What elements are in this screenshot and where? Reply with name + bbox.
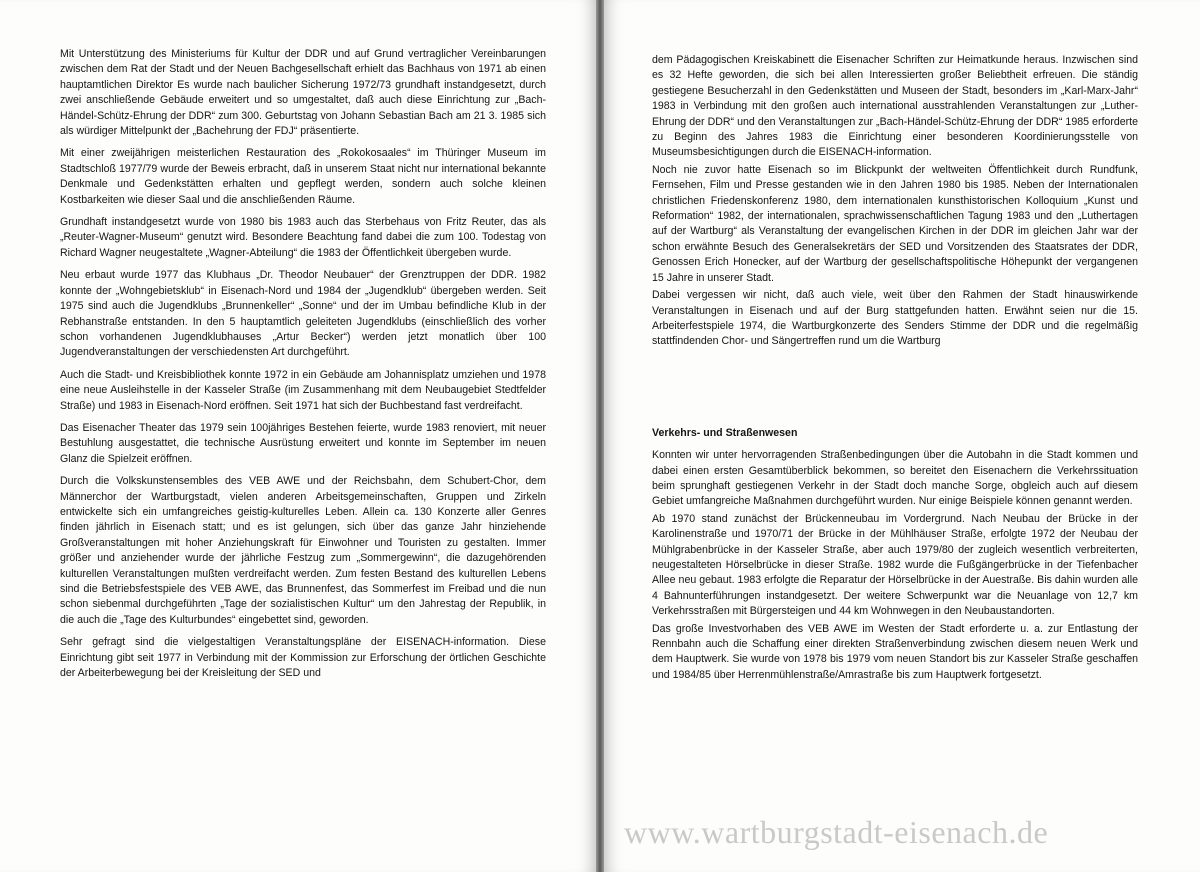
paragraph: Das große Investvorhaben des VEB AWE im Westen der Stadt erforderte u. a. zur Entlastung der Rennbahn auch die Schaffung einer direkten Straßenverbindung zwischen diesem neuen Werk und dem Hauptwerk. Sie wurde von 1978 bis 1979 vom neuen Standort bis zur Kasseler Straße geschaffen und 1984/85 über Herrenmühlenstraße/Amrastraße bis zum Hauptwerk fortgesetzt. [652,622,1138,681]
paragraph: Grundhaft instandgesetzt wurde von 1980 bis 1983 auch das Sterbehaus von Fritz Reuter, das als „Reuter-Wagner-Museum“ genutzt wird. Besondere Beachtung fand dabei die zum 100. Todestag von Richard Wagner neugestaltete „Wagner-Abteilung“ die 1983 der Öffentlichkeit übergeben wurde. [60,216,546,259]
book-gutter [596,0,604,872]
paragraph: Neu erbaut wurde 1977 das Klubhaus „Dr. Theodor Neubauer“ der Grenztruppen der DDR. 1982 konnte der „Wohngebietsklub“ in Eisenach-Nord und 1984 der „Jugendklub“ übergeben werden. Seit 1975 sind auch die Jugendklubs „Brunnenkeller“ „Sonne“ und der im Umbau befindliche Klub in der Rebhanstraße entstanden. In den 5 hauptamtlich geleiteten Jugendklubs (einschließlich des vorher schon vorhandenen Jugendklubhauses „Artur Becker“) werden jetzt monatlich über 100 Jugendveranstaltungen der verschiedensten Art durchgeführt. [60,269,546,359]
paragraph: Sehr gefragt sind die vielgestaltigen Veranstaltungspläne der EISENACH-information. Diese Einrichtung gibt seit 1977 in Verbindung mit der Kommission zur Erforschung der örtlichen Geschichte der Arbeiterbewegung bei der Kreisleitung der SED und [60,636,546,680]
paragraph: Das Eisenacher Theater das 1979 sein 100jähriges Bestehen feierte, wurde 1983 renoviert, mit neuer Bestuhlung ausgestattet, die technische Ausrüstung erweitert und konnte im September im neuen Glanz die Spielzeit eröffnen. [60,421,546,465]
section-spacer [652,352,1138,426]
watermark: www.wartburgstadt-eisenach.de [624,814,1049,850]
paragraph: Ab 1970 stand zunächst der Brückenneubau im Vordergrund. Nach Neubau der Brücke in der Karolinenstraße und 1970/71 der Brücke in der Mühlhäuser Straße, erfolgte 1972 der Neubau der Mühlgrabenbrücke in der Kasseler Straße, aber auch 1979/80 der zugleich wesentlich verbreiterten, neugestalteten Hörselbrücke in dieser Straße. 1982 wurde die Fußgängerbrücke in der Tiefenbacher Allee neu gebaut. 1983 erfolgte die Reparatur der Hörselbrücke in der Auestraße. Bis dahin wurden alle 4 Bahnunterführungen instandgesetzt. Der weitere Schwerpunkt war die Neuanlage von 12,7 km Verkehrsstraßen mit Bürgersteigen und 44 km Wohnwegen in den Neubaustandorten. [652,512,1138,618]
paragraph: dem Pädagogischen Kreiskabinett die Eisenacher Schriften zur Heimatkunde heraus. Inzwischen sind es 32 Hefte geworden, die sich bei allen Interessierten großer Beliebtheit erfreuen. Die ständig gestiegene Besucherzahl in den Gedenkstätten und Museen der Stadt, besonders im „Karl-Marx-Jahr“ 1983 in Verbindung mit den großen auch international ausstrahlenden Veranstaltungen zur „Luther-Ehrung der DDR“ und den Veranstaltungen zur „Bach-Händel-Schütz-Ehrung der DDR“ 1985 erforderte zu Beginn des Jahres 1983 die Einrichtung einer besonderen Koordinierungsstelle von Museumsbesichtigungen durch die EISENACH-information. [652,54,1138,159]
paragraph: Mit einer zweijährigen meisterlichen Restauration des „Rokokosaales“ im Thüringer Museum im Stadtschloß 1977/79 wurde der Beweis erbracht, daß in unserem Staat nicht nur international bekannte Denkmale und Gedenkstätten erhalten und gepflegt werden, sondern auch solche kleinen Kostbarkeiten wie dieser Saal und die anschließenden Räume. [60,147,546,206]
section-heading: Verkehrs- und Straßenwesen [652,426,798,439]
paragraph: Durch die Volkskunstensembles des VEB AWE und der Reichsbahn, dem Schubert-Chor, dem Männerchor der Wartburgstadt, vielen anderen Arbeitsgemeinschaften, Gruppen und Zirkeln entwickelte sich ein umfangreiches geistig-kulturelles Leben. Allein ca. 130 Konzerte aller Genres finden jährlich in Eisenach statt; und es ist gelungen, sich über das ganze Jahr hinziehende Großveranstaltungen mit hoher Anziehungskraft für Einwohner und Touristen zu gestalten. Immer größer und anziehender wurde der jährliche Festzug zum „Sommergewinn“, die dazugehörenden kulturellen Veranstaltungen mußten verdreifacht werden. Zum festen Bestand des kulturellen Lebens sind die Betriebsfestspiele des VEB AWE, das Brunnenfest, das Sommerfest im Freibad und die nun schon siebenmal durchgeführten „Tage der sozialistischen Kultur“ um den Jahrestag der Republik, in die auch die „Tage des Kulturbundes“ eingebettet sind, geworden. [60,475,546,626]
paragraph: Konnten wir unter hervorragenden Straßenbedingungen über die Autobahn in die Stadt kommen und dabei einen ersten Gesamtüberblick bekommen, so bereitet den Eisenachern die Verkehrssituation beim sprunghaft gestiegenen Verkehr in der Stadt doch manche Sorge, obgleich auch auf diesem Gebiet umfangreiche Maßnahmen durchgeführt wurden. Nur einige Beispiele können genannt werden. [652,449,1138,508]
right-page [604,0,1200,872]
paragraph: Dabei vergessen wir nicht, daß auch viele, weit über den Rahmen der Stadt hinauswirkende Veranstaltungen in Eisenach und auf der Burg stattgefunden hatten. Erwähnt seien nur die 15. Arbeiterfestspiele 1974, die Wartburgkonzerte des Senders Stimme der DDR und die regelmäßig stattfindenden Chor- und Sängertreffen rund um die Wartburg [652,289,1138,348]
left-page [0,0,596,872]
paragraph: Mit Unterstützung des Ministeriums für Kultur der DDR und auf Grund vertraglicher Vereinbarungen zwischen dem Rat der Stadt und der Neuen Bachgesellschaft erhielt das Bachhaus von 1971 ab einen hauptamtlichen Direktor Es wurde nach baulicher Sicherung 1972/73 grundhaft instandgesetzt, durch zwei anschließende Gebäude erweitert und so umgestaltet, daß auch diese Einrichtung zur „Bach-Händel-Schütz-Ehrung der DDR“ zum 300. Geburtstag von Johann Sebastian Bach am 21 3. 1985 sich als würdiger Mittelpunkt der „Bachehrung der FDJ“ präsentierte. [60,48,546,138]
left-text-column [60,47,546,688]
paragraph: Auch die Stadt- und Kreisbibliothek konnte 1972 in ein Gebäude am Johannisplatz umziehen und 1978 eine neue Ausleihstelle in der Kasseler Straße (im Zusammenhang mit dem Neubaugebiet Stedtfelder Straße) und 1983 in Eisenach-Nord eröffnen. Seit 1971 hat sich der Buchbestand fast verdreifacht. [60,368,546,412]
right-text-column [652,53,1138,685]
paragraph: Noch nie zuvor hatte Eisenach so im Blickpunkt der weltweiten Öffentlichkeit durch Rundfunk, Fernsehen, Film und Presse gestanden wie in den Jahren 1980 bis 1985. Neben der Internationalen christlichen Friedenskonferenz 1980, dem internationalen kunsthistorischen Kolloquium „Kunst und Reformation“ 1982, der internationalen, sprachwissenschaftlichen Tagung 1983 und den „Luthertagen auf der Wartburg“ als Veranstaltung der evangelischen Kirchen in der DDR im gleichen Jahr war der schon erwähnte Besuch des Generalsekretärs der SED und Vorsitzenden des Staatsrates der DDR, Genossen Erich Honecker, auf der Wartburg der gesellschaftspolitische Höhepunkt der vergangenen 15 Jahre in unserer Stadt. [652,163,1138,284]
